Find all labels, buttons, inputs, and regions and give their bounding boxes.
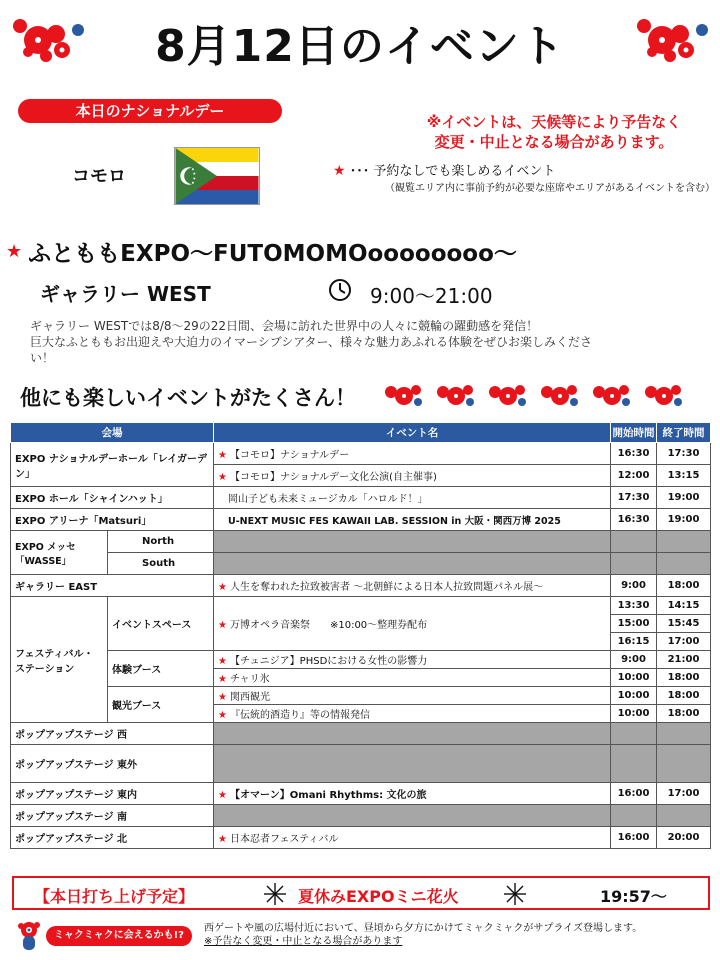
start-time: 9:00 — [611, 651, 657, 669]
comoros-flag-icon — [174, 147, 260, 205]
start-time: 16:30 — [611, 443, 657, 465]
event-cell — [214, 651, 611, 669]
event-name: 【チュニジア】PHSDにおける女性の影響力 — [229, 656, 428, 667]
end-time: 14:15 — [657, 597, 711, 615]
event-cell: 岡山子ども未来ミュージカル「ハロルド！」 — [214, 487, 611, 509]
event-name: 『伝統的酒造り』等の情報発信 — [229, 710, 370, 721]
start-time: 10:00 — [611, 687, 657, 705]
star-icon: ★ — [218, 710, 227, 721]
fireworks-banner — [12, 876, 710, 910]
empty-cell — [611, 745, 657, 783]
myakumyaku-note — [204, 922, 714, 948]
expo-deco-icon — [486, 380, 532, 410]
subvenue-cell: South — [108, 553, 214, 575]
featured-title-text: ふとももEXPO～FUTOMOMOoooooooo～ — [28, 241, 517, 267]
event-cell — [214, 597, 611, 651]
subvenue-cell: North — [108, 531, 214, 553]
start-time: 17:30 — [611, 487, 657, 509]
venue-cell: EXPO ホール「シャインハット」 — [11, 487, 214, 509]
table-row — [11, 783, 711, 805]
star-icon: ★ — [333, 163, 346, 179]
legend-text: ･･･ 予約なしでも楽しめるイベント — [349, 164, 556, 179]
star-icon: ★ — [218, 692, 227, 703]
event-cell — [214, 705, 611, 723]
event-cell — [214, 465, 611, 487]
end-time: 18:00 — [657, 687, 711, 705]
notice-line-2: 変更・中止となる場合があります。 — [434, 133, 674, 151]
featured-venue: ギャラリー WEST — [40, 282, 211, 306]
end-time: 21:00 — [657, 651, 711, 669]
event-name: 関西観光 — [229, 692, 270, 703]
event-name: 【コモロ】ナショナルデー文化公演(自主催事) — [229, 472, 437, 483]
venue-cell: ポップアップステージ 東外 — [11, 745, 214, 783]
desc-line-1: ギャラリー WESTでは8/8～29の22日間、会場に訪れた世界中の人々に競輪の躍動感を発信！ — [30, 319, 539, 333]
table-row — [11, 531, 711, 553]
empty-cell — [214, 745, 611, 783]
desc-line-3: い！ — [30, 351, 55, 365]
featured-description — [30, 318, 700, 366]
expo-deco-icon — [538, 380, 584, 410]
featured-hours: 9:00～21:00 — [370, 284, 493, 308]
end-time: 17:00 — [657, 633, 711, 651]
star-icon: ★ — [218, 656, 227, 667]
end-time: 19:00 — [657, 509, 711, 531]
empty-cell — [214, 723, 611, 745]
empty-cell — [657, 531, 711, 553]
start-time: 16:00 — [611, 827, 657, 849]
end-time: 17:30 — [657, 443, 711, 465]
event-cell: U-NEXT MUSIC FES KAWAII LAB. SESSION in 大阪・関西万博 2025 — [214, 509, 611, 531]
event-name: チャリ氷 — [229, 674, 270, 685]
start-time: 9:00 — [611, 575, 657, 597]
star-icon: ★ — [218, 834, 227, 845]
star-icon: ★ — [218, 790, 227, 801]
table-header-row — [11, 423, 711, 443]
header-venue: 会場 — [11, 423, 214, 443]
table-row — [11, 723, 711, 745]
national-day-label: 本日のナショナルデー — [18, 99, 282, 123]
myaku-line-2: ※予告なく変更・中止となる場合があります — [204, 936, 403, 947]
table-row — [11, 827, 711, 849]
end-time: 19:00 — [657, 487, 711, 509]
venue-cell: ポップアップステージ 北 — [11, 827, 214, 849]
table-row — [11, 687, 711, 705]
star-icon: ★ — [218, 620, 227, 631]
event-name: 日本忍者フェスティバル — [229, 834, 339, 845]
header-end: 終了時間 — [657, 423, 711, 443]
venue-cell: ポップアップステージ 東内 — [11, 783, 214, 805]
weather-notice — [404, 112, 704, 152]
event-cell — [214, 827, 611, 849]
end-time: 13:15 — [657, 465, 711, 487]
event-cell — [214, 669, 611, 687]
header-event: イベント名 — [214, 423, 611, 443]
table-row — [11, 651, 711, 669]
table-row — [11, 597, 711, 615]
star-icon: ★ — [218, 582, 227, 593]
myaku-line-1: 西ゲートや風の広場付近において、昼頃から夕方にかけてミャクミャクがサプライズ登場します。 — [204, 923, 643, 934]
venue-cell: EXPO ナショナルデーホール「レイガーデン」 — [11, 443, 214, 487]
empty-cell — [657, 805, 711, 827]
empty-cell — [611, 531, 657, 553]
venue-cell: ポップアップステージ 南 — [11, 805, 214, 827]
event-name: 【コモロ】ナショナルデー — [229, 450, 350, 461]
empty-cell — [657, 723, 711, 745]
end-time: 18:00 — [657, 705, 711, 723]
venue-cell: ポップアップステージ 西 — [11, 723, 214, 745]
empty-cell — [657, 745, 711, 783]
empty-cell — [214, 805, 611, 827]
featured-event-title — [6, 235, 517, 268]
table-row — [11, 487, 711, 509]
empty-cell — [657, 553, 711, 575]
event-cell — [214, 687, 611, 705]
clock-icon — [328, 278, 352, 302]
event-cell — [214, 783, 611, 805]
table-row — [11, 509, 711, 531]
myakumyaku-mascot-icon — [16, 920, 42, 952]
expo-deco-icon — [590, 380, 636, 410]
more-events-heading: 他にも楽しいイベントがたくさん！ — [20, 386, 356, 410]
event-cell — [214, 443, 611, 465]
start-time: 16:15 — [611, 633, 657, 651]
events-table — [10, 422, 711, 849]
header-start: 開始時間 — [611, 423, 657, 443]
expo-deco-icon — [642, 380, 688, 410]
start-time: 16:00 — [611, 783, 657, 805]
notice-line-1: ※イベントは、天候等により予告なく — [426, 113, 682, 131]
table-row — [11, 443, 711, 465]
venue-cell: EXPO アリーナ「Matsuri」 — [11, 509, 214, 531]
empty-cell — [214, 553, 611, 575]
fireworks-label: 【本日打ち上げ予定】 — [34, 887, 195, 906]
national-day-country: コモロ — [72, 166, 126, 187]
start-time: 12:00 — [611, 465, 657, 487]
event-name: 人生を奪われた拉致被害者 ～北朝鮮による日本人拉致問題パネル展～ — [229, 582, 544, 593]
event-name: 万博オペラ音楽祭 ※10:00～整理券配布 — [229, 620, 428, 631]
table-row — [11, 745, 711, 783]
expo-deco-icon — [434, 380, 480, 410]
start-time: 16:30 — [611, 509, 657, 531]
start-time: 10:00 — [611, 669, 657, 687]
end-time: 20:00 — [657, 827, 711, 849]
end-time: 17:00 — [657, 783, 711, 805]
table-row — [11, 553, 711, 575]
fireworks-name: 夏休みEXPOミニ花火 — [298, 887, 459, 906]
page-title: 8月12日のイベント — [155, 21, 565, 72]
star-icon: ★ — [6, 241, 23, 262]
myakumyaku-label: ミャクミャクに会えるかも!? — [46, 926, 192, 946]
fireworks-time: 19:57～ — [600, 887, 667, 906]
subvenue-cell: 体験ブース — [108, 651, 214, 687]
event-name: 【オマーン】Omani Rhythms: 文化の旅 — [229, 790, 427, 801]
event-cell — [214, 575, 611, 597]
start-time: 13:30 — [611, 597, 657, 615]
empty-cell — [611, 553, 657, 575]
table-row — [11, 575, 711, 597]
venue-cell: ギャラリー EAST — [11, 575, 214, 597]
end-time: 18:00 — [657, 669, 711, 687]
fireworks-icon — [502, 881, 528, 907]
start-time: 10:00 — [611, 705, 657, 723]
star-icon: ★ — [218, 450, 227, 461]
subvenue-cell: イベントスペース — [108, 597, 214, 651]
empty-cell — [214, 531, 611, 553]
star-icon: ★ — [218, 674, 227, 685]
empty-cell — [611, 805, 657, 827]
legend-subnote: （観覧エリア内に事前予約が必要な座席やエリアがあるイベントを含む） — [385, 183, 715, 194]
venue-cell: フェスティバル・ステーション — [11, 597, 108, 723]
desc-line-2: 巨大なふとももお出迎えや大迫力のイマーシブシアター、様々な魅力あふれる体験をぜひお楽しみくださ — [30, 335, 592, 349]
fireworks-icon — [262, 881, 288, 907]
legend — [333, 160, 715, 194]
start-time: 15:00 — [611, 615, 657, 633]
star-icon: ★ — [218, 472, 227, 483]
subvenue-cell: 観光ブース — [108, 687, 214, 723]
empty-cell — [611, 723, 657, 745]
table-row — [11, 805, 711, 827]
end-time: 15:45 — [657, 615, 711, 633]
end-time: 18:00 — [657, 575, 711, 597]
venue-cell: EXPO メッセ「WASSE」 — [11, 531, 108, 575]
expo-deco-icon — [382, 380, 428, 410]
